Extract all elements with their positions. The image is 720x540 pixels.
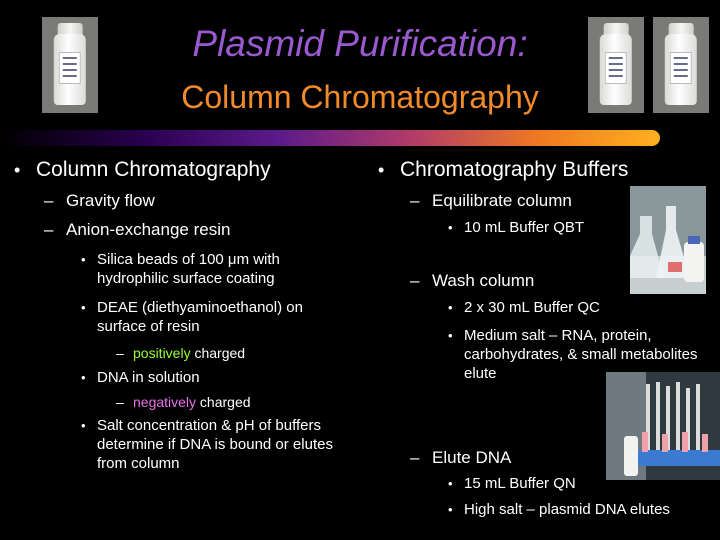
list-item: • DNA in solution: [81, 369, 200, 386]
list-item: – Wash column: [410, 271, 535, 290]
bullet-dot-icon: •: [81, 252, 86, 267]
bullet-dot-icon: •: [81, 370, 86, 385]
bullet-dot-icon: •: [81, 418, 86, 433]
list-item: – positively charged: [116, 345, 246, 361]
dash-icon: –: [410, 448, 420, 467]
list-item: • DEAE (diethyaminoethanol) on surface of resin: [81, 299, 303, 335]
lab-flasks-photo: [630, 186, 706, 294]
left-heading: • Column Chromatography: [14, 158, 271, 181]
title-divider-bar: [0, 130, 660, 146]
bullet-dot-icon: •: [81, 300, 86, 315]
buffer-bottle-photo-left: [42, 17, 98, 113]
list-item: – Elute DNA: [410, 448, 512, 467]
list-item: – Equilibrate column: [410, 191, 572, 210]
bullet-dot-icon: •: [378, 160, 385, 180]
dash-icon: –: [116, 345, 124, 361]
dash-icon: –: [44, 220, 54, 239]
bullet-dot-icon: •: [14, 160, 21, 180]
right-heading: • Chromatography Buffers: [378, 158, 629, 181]
dash-icon: –: [410, 191, 420, 210]
list-item: • 10 mL Buffer QBT: [448, 219, 585, 236]
dash-icon: –: [44, 191, 54, 210]
list-item: • 15 mL Buffer QN: [448, 475, 576, 492]
bullet-dot-icon: •: [448, 328, 453, 343]
list-item: – Anion-exchange resin: [44, 220, 231, 239]
dash-icon: –: [116, 394, 124, 410]
list-item: • Salt concentration & pH of buffers determine if DNA is bound or elutes from column: [81, 417, 333, 472]
slide-subtitle: Column Chromatography: [181, 79, 539, 115]
lab-columns-photo: [606, 372, 720, 480]
list-item: – Gravity flow: [44, 191, 155, 210]
bullet-dot-icon: •: [448, 300, 453, 315]
list-item: • 2 x 30 mL Buffer QC: [448, 299, 600, 316]
bullet-dot-icon: •: [448, 476, 453, 491]
bullet-dot-icon: •: [448, 502, 453, 517]
slide-title: Plasmid Purification:: [192, 23, 528, 64]
dash-icon: –: [410, 271, 420, 290]
list-item: • Medium salt – RNA, protein, carbohydrates, & small metabolites elute: [448, 327, 698, 382]
list-item: • High salt – plasmid DNA elutes: [448, 501, 670, 518]
list-item: • Silica beads of 100 μm with hydrophilic surface coating: [81, 251, 280, 287]
list-item: – negatively charged: [116, 394, 251, 410]
bullet-dot-icon: •: [448, 220, 453, 235]
buffer-bottle-photo-right-2: [653, 17, 709, 113]
